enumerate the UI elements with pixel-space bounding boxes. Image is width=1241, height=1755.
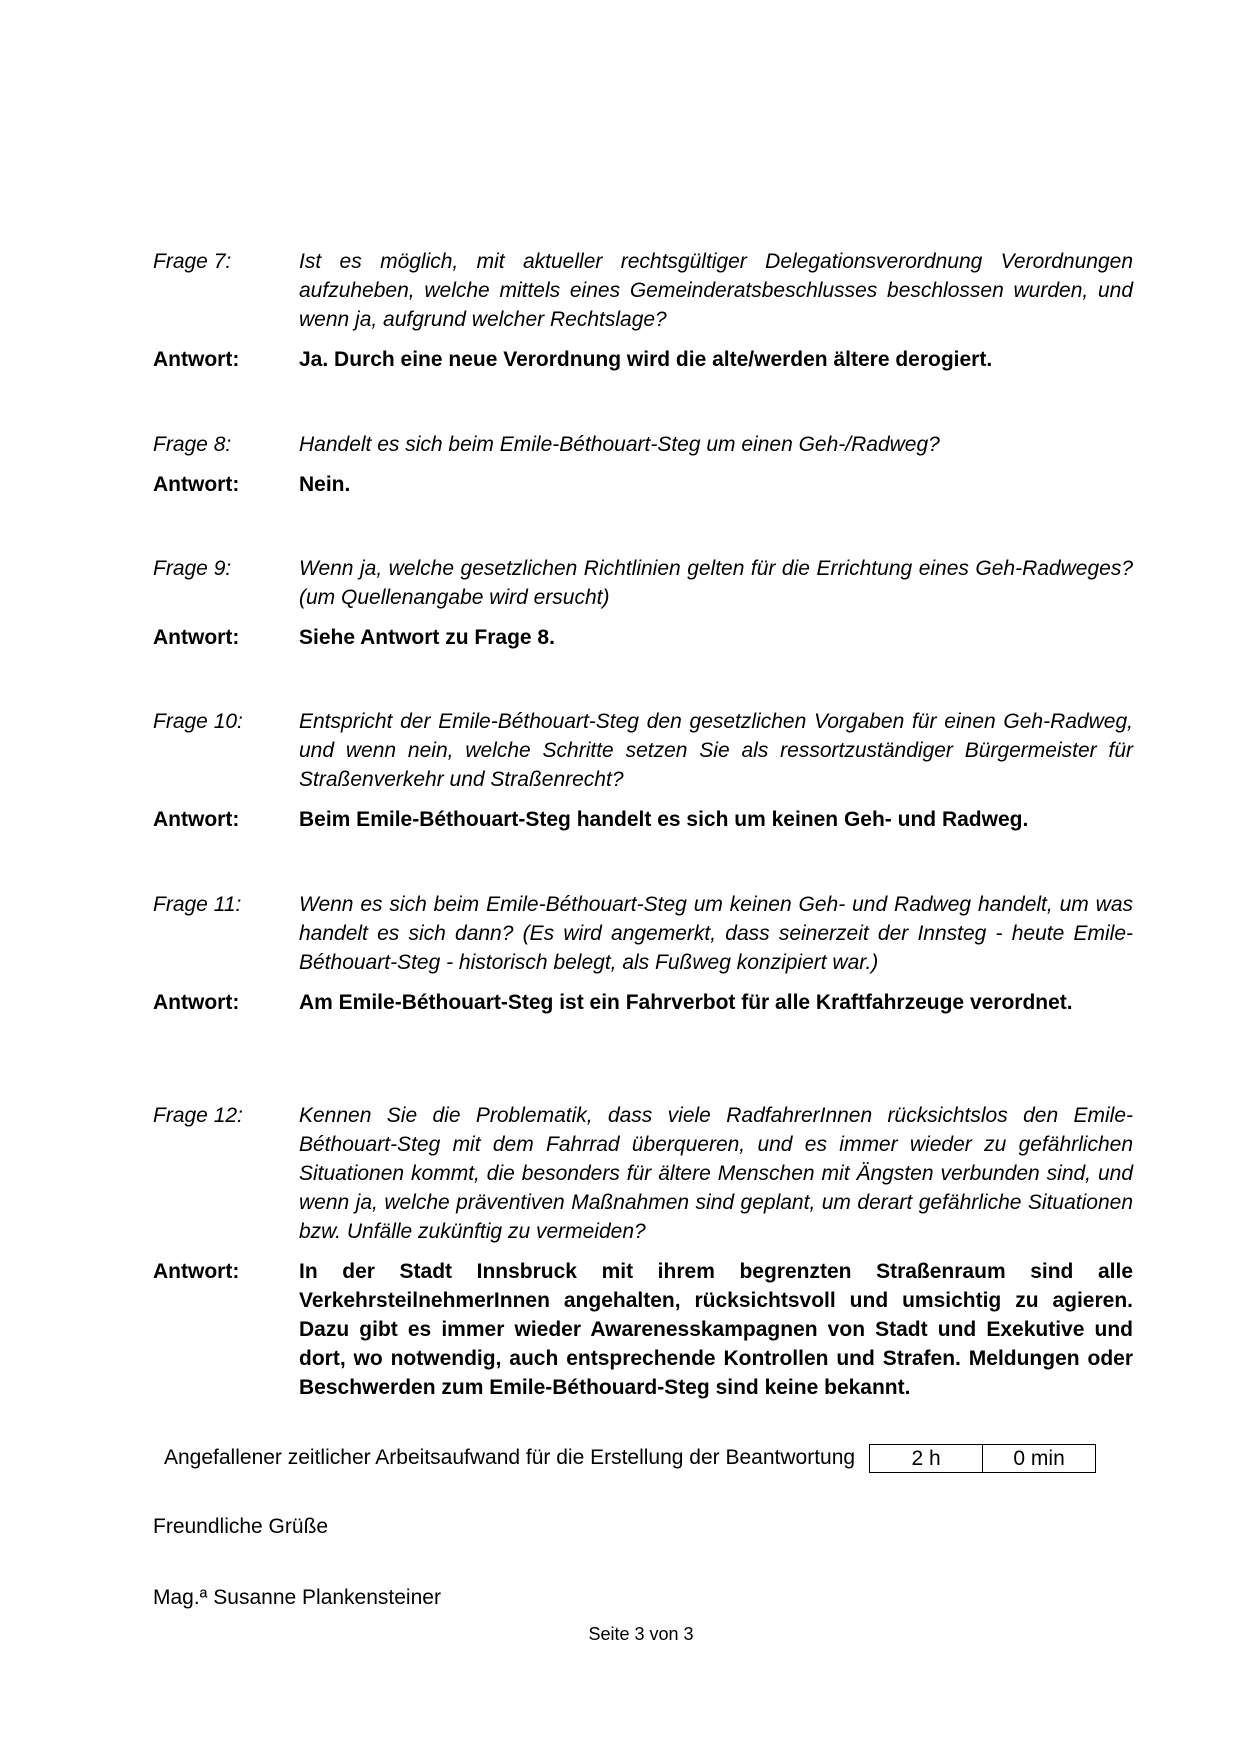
answer-label: Antwort:: [153, 626, 240, 649]
question-text: Wenn ja, welche gesetzlichen Richtlinien gelten für die Errichtung eines Geh-Radweges? (um Quellenangabe wird ersucht): [299, 557, 1133, 609]
answer-text: Beim Emile-Béthouart-Steg handelt es sich um keinen Geh- und Radweg.: [299, 808, 1029, 831]
question-text: Entspricht der Emile-Béthouart-Steg den gesetzlichen Vorgaben für einen Geh-Radweg, und wenn nein, welche Schritte setzen Sie als ressortzuständiger Bürgermeister für Straßenverkehr und Straßenrecht?: [299, 710, 1133, 791]
question-text: Kennen Sie die Problematik, dass viele RadfahrerInnen rücksichtslos den Emile-Béthouart-Steg mit dem Fahrrad überqueren, und es immer wieder zu gefährlichen Situationen kommt, die besonders für ältere Menschen mit Ängsten verbunden sind, und wenn ja, welche präventiven Maßnahmen sind geplant, um derart gefährliche Situationen bzw. Unfälle zukünftig zu vermeiden?: [299, 1104, 1133, 1243]
answer-text: In der Stadt Innsbruck mit ihrem begrenzten Straßenraum sind alle VerkehrsteilnehmerInnen angehalten, rücksichtsvoll und umsichtig zu agieren. Dazu gibt es immer wieder Awarenesskampagnen von Stadt und Exekutive und dort, wo notwendig, auch entsprechende Kontrollen und Strafen. Meldungen oder Beschwerden zum Emile-Béthouard-Steg sind keine bekannt.: [299, 1260, 1133, 1399]
answer-label: Antwort:: [153, 991, 240, 1014]
question-label: Frage 8:: [153, 433, 232, 456]
qa-block-12: [153, 1101, 1133, 1402]
question-label: Frage 12:: [153, 1104, 243, 1127]
qa-block-7: [153, 247, 1133, 374]
work-effort-row: [164, 1443, 1096, 1473]
qa-block-11: [153, 890, 1133, 1017]
question-text: Wenn es sich beim Emile-Béthouart-Steg um keinen Geh- und Radweg handelt, um was handelt es sich dann? (Es wird angemerkt, dass seinerzeit der Innsteg - heute Emile-Béthouart-Steg - historisch belegt, als Fußweg konzipiert war.): [299, 893, 1133, 974]
answer-text: Am Emile-Béthouart-Steg ist ein Fahrverbot für alle Kraftfahrzeuge verordnet.: [299, 991, 1073, 1014]
qa-block-10: [153, 707, 1133, 834]
question-row: [153, 707, 1133, 794]
work-effort-label: Angefallener zeitlicher Arbeitsaufwand für die Erstellung der Beantwortung: [164, 1446, 856, 1469]
signature-name: Mag.ª Susanne Plankensteiner: [153, 1586, 441, 1609]
answer-row: [153, 623, 1133, 652]
qa-block-8: [153, 430, 1133, 499]
qa-block-9: [153, 554, 1133, 652]
question-label: Frage 10:: [153, 710, 243, 733]
answer-row: [153, 988, 1133, 1017]
question-row: [153, 1101, 1133, 1246]
work-effort-minutes: 0 min: [982, 1445, 1095, 1472]
answer-row: [153, 470, 1133, 499]
question-row: [153, 890, 1133, 977]
work-effort-table: [869, 1444, 1096, 1473]
closing-greeting: Freundliche Grüße: [153, 1515, 329, 1538]
answer-label: Antwort:: [153, 348, 240, 371]
work-effort-hours: 2 h: [911, 1446, 941, 1470]
question-row: [153, 247, 1133, 334]
answer-label: Antwort:: [153, 1260, 240, 1283]
question-row: [153, 554, 1133, 612]
answer-row: [153, 1257, 1133, 1402]
question-label: Frage 9:: [153, 557, 232, 580]
answer-label: Antwort:: [153, 473, 240, 496]
page-number: Seite 3 von 3: [588, 1624, 694, 1644]
question-label: Frage 11:: [153, 893, 242, 916]
question-text: Handelt es sich beim Emile-Béthouart-Steg um einen Geh-/Radweg?: [299, 433, 940, 456]
answer-row: [153, 345, 1133, 374]
question-text: Ist es möglich, mit aktueller rechtsgültiger Delegationsverordnung Verordnungen aufzuheben, welche mittels eines Gemeinderatsbeschlusses beschlossen wurden, und wenn ja, aufgrund welcher Rechtslage?: [299, 250, 1133, 331]
question-row: [153, 430, 1133, 459]
answer-text: Ja. Durch eine neue Verordnung wird die alte/werden ältere derogiert.: [299, 348, 993, 371]
answer-label: Antwort:: [153, 808, 240, 831]
answer-row: [153, 805, 1133, 834]
question-label: Frage 7:: [153, 250, 232, 273]
answer-text: Siehe Antwort zu Frage 8.: [299, 626, 555, 649]
answer-text: Nein.: [299, 473, 351, 496]
